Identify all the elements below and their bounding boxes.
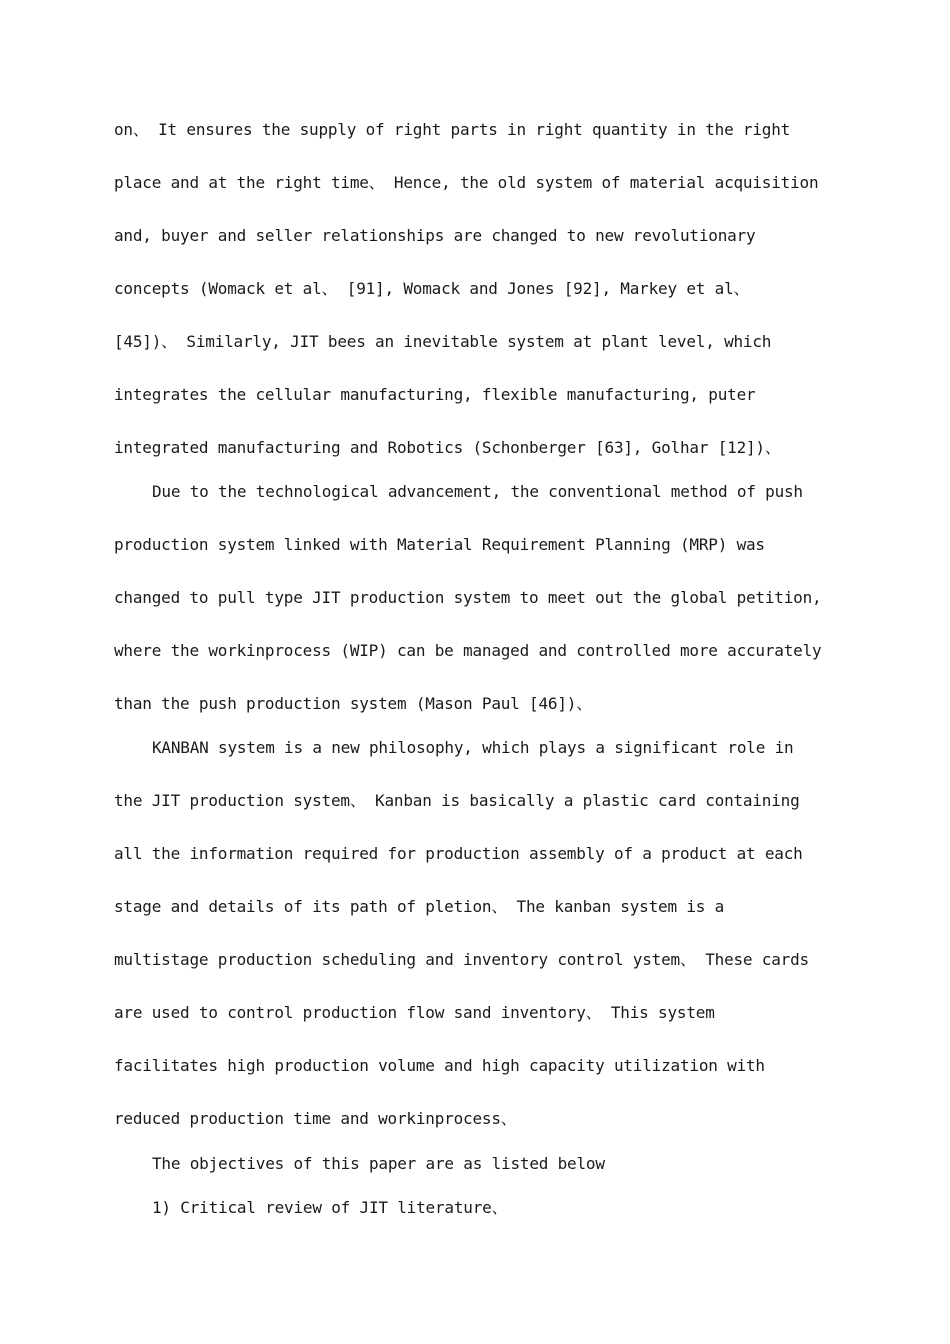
objective-list-item-1: 1) Critical review of JIT literature、 <box>152 1198 508 1217</box>
paragraph-3-line-3: all the information required for production assembly of a product at each <box>114 844 803 863</box>
paragraph-2-line-5: than the push production system (Mason Paul [46])、 <box>114 694 593 713</box>
paragraph-1-line-5: [45])、 Similarly, JIT bees an inevitable system at plant level, which <box>114 332 772 351</box>
paragraph-1-line-1: on、 It ensures the supply of right parts in right quantity in the right <box>114 120 791 139</box>
paragraph-1-line-3: and, buyer and seller relationships are changed to new revolutionary <box>114 226 756 245</box>
paragraph-2-line-1: Due to the technological advancement, the conventional method of push <box>152 482 803 501</box>
paragraph-3-line-7: facilitates high production volume and high capacity utilization with <box>114 1056 765 1075</box>
paragraph-3-line-8: reduced production time and workinprocess、 <box>114 1109 517 1128</box>
paragraph-3-line-6: are used to control production flow sand inventory、 This system <box>114 1003 715 1022</box>
paragraph-1-line-7: integrated manufacturing and Robotics (Schonberger [63], Golhar [12])、 <box>114 438 781 457</box>
paragraph-3-line-4: stage and details of its path of pletion、 The kanban system is a <box>114 897 725 916</box>
paragraph-2-line-4: where the workinprocess (WIP) can be managed and controlled more accurately <box>114 641 822 660</box>
paragraph-2-line-2: production system linked with Material Requirement Planning (MRP) was <box>114 535 765 554</box>
paragraph-4-line-1: The objectives of this paper are as listed below <box>152 1154 605 1173</box>
paragraph-1-line-4: concepts (Womack et al、 [91], Womack and Jones [92], Markey et al、 <box>114 279 750 298</box>
paragraph-1-line-2: place and at the right time、 Hence, the old system of material acquisition <box>114 173 819 192</box>
paragraph-1-line-6: integrates the cellular manufacturing, flexible manufacturing, puter <box>114 385 756 404</box>
paragraph-3-line-5: multistage production scheduling and inventory control ystem、 These cards <box>114 950 809 969</box>
paragraph-3-line-1: KANBAN system is a new philosophy, which plays a significant role in <box>152 738 794 757</box>
paragraph-2-line-3: changed to pull type JIT production system to meet out the global petition, <box>114 588 822 607</box>
paragraph-3-line-2: the JIT production system、 Kanban is basically a plastic card containing <box>114 791 800 810</box>
